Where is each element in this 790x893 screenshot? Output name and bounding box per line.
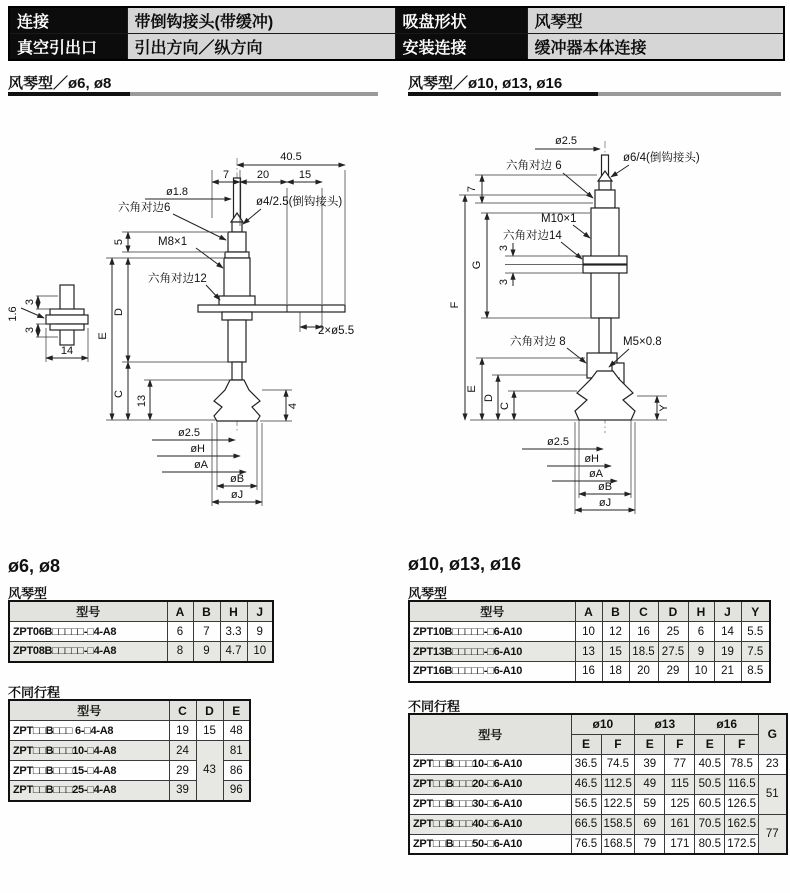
model-number: ZPT06B□□□□□-□4-A8 bbox=[9, 622, 167, 642]
dim-label: 7 bbox=[222, 169, 230, 181]
dim-value: 21 bbox=[714, 662, 741, 682]
dim-label: 1.6 bbox=[7, 306, 19, 322]
dim-label: øA bbox=[588, 468, 603, 480]
hex-flats-label: 六角对边12 bbox=[148, 273, 207, 285]
dim-value: 18 bbox=[602, 662, 629, 682]
model-number: ZPT□□B□□□25-□4-A8 bbox=[9, 781, 169, 801]
heading-underline-gray bbox=[130, 92, 378, 96]
dimension-drawing-small-pads bbox=[0, 118, 395, 560]
dim-label: E bbox=[97, 332, 109, 340]
spec-key: 连接 bbox=[9, 7, 127, 34]
table-row bbox=[9, 741, 250, 761]
hex-flats-label: 六角对边6 bbox=[118, 202, 171, 214]
dim-value: 46.5 bbox=[571, 774, 601, 794]
dim-value: 19 bbox=[714, 642, 741, 662]
dim-value: 4.7 bbox=[220, 642, 247, 662]
dim-value: 14 bbox=[714, 622, 741, 642]
right-strokes-table bbox=[408, 713, 788, 855]
table-row bbox=[409, 814, 787, 834]
dim-value: 15 bbox=[196, 721, 223, 741]
col-header: C bbox=[169, 700, 196, 721]
model-number: ZPT□□B□□□15-□4-A8 bbox=[9, 761, 169, 781]
dim-value: 49 bbox=[635, 774, 665, 794]
dim-value: 79 bbox=[635, 834, 665, 854]
dim-value: 172.5 bbox=[725, 834, 759, 854]
dim-value: 122.5 bbox=[601, 794, 635, 814]
dim-value: 80.5 bbox=[695, 834, 725, 854]
col-header: 型号 bbox=[409, 601, 575, 622]
section-heading-left: 风琴型／ø6, ø8 bbox=[8, 75, 112, 92]
spec-row bbox=[9, 7, 784, 34]
table-row bbox=[409, 754, 787, 774]
sub-header: F bbox=[665, 734, 695, 754]
col-group-header: ø16 bbox=[695, 714, 759, 734]
thread-label: M8×1 bbox=[158, 236, 188, 248]
hex-flats-label: 六角对边14 bbox=[503, 230, 562, 242]
table-title: 不同行程 bbox=[8, 685, 61, 700]
table-row bbox=[9, 721, 250, 741]
col-header: E bbox=[223, 700, 250, 721]
dim-value: 18.5 bbox=[629, 642, 658, 662]
dim-value: 8.5 bbox=[741, 662, 770, 682]
model-number: ZPT□□B□□□50-□6-A10 bbox=[409, 834, 571, 854]
dim-value: 9 bbox=[247, 622, 273, 642]
dim-label: øB bbox=[597, 481, 613, 493]
dim-value: 12 bbox=[602, 622, 629, 642]
dim-label: 20 bbox=[256, 169, 270, 181]
col-header: H bbox=[688, 601, 714, 622]
table-row bbox=[409, 794, 787, 814]
table-title: 不同行程 bbox=[408, 699, 461, 714]
dim-value: 27.5 bbox=[658, 642, 688, 662]
model-number: ZPT16B□□□□□-□6-A10 bbox=[409, 662, 575, 682]
col-header: 型号 bbox=[9, 601, 167, 622]
dim-label: ø2.5 bbox=[546, 436, 569, 448]
dim-value-merged: 77 bbox=[759, 814, 787, 854]
dim-value: 126.5 bbox=[725, 794, 759, 814]
dim-label: øH bbox=[190, 443, 205, 455]
dim-value: 9 bbox=[193, 642, 220, 662]
model-number: ZPT□□B□□□30-□6-A10 bbox=[409, 794, 571, 814]
dim-value: 40.5 bbox=[695, 754, 725, 774]
dim-label: 3 bbox=[24, 326, 36, 334]
dim-value: 16 bbox=[629, 622, 658, 642]
dim-label: 4 bbox=[287, 402, 299, 410]
dim-value: 8 bbox=[167, 642, 193, 662]
bellows-pad-shape bbox=[575, 371, 635, 420]
dim-value: 69 bbox=[635, 814, 665, 834]
dimension-drawing-large-pads bbox=[395, 113, 790, 565]
col-header: G bbox=[759, 714, 787, 754]
side-view bbox=[7, 285, 88, 362]
spec-key: 真空引出口 bbox=[9, 34, 127, 61]
dim-value: 70.5 bbox=[695, 814, 725, 834]
dim-value: 3.3 bbox=[220, 622, 247, 642]
dim-label: øJ bbox=[598, 497, 612, 509]
table-row bbox=[409, 774, 787, 794]
thread-label: M5×0.8 bbox=[623, 336, 662, 348]
dim-value: 56.5 bbox=[571, 794, 601, 814]
dim-label: ø2.5 bbox=[177, 427, 200, 439]
thread-label: M10×1 bbox=[541, 213, 577, 225]
col-header: J bbox=[247, 601, 273, 622]
dim-value: 29 bbox=[658, 662, 688, 682]
dim-value: 16 bbox=[575, 662, 602, 682]
dim-value: 59 bbox=[635, 794, 665, 814]
dim-value: 20 bbox=[629, 662, 658, 682]
dim-value: 162.5 bbox=[725, 814, 759, 834]
vertical-dimensions bbox=[449, 175, 670, 420]
heading-underline-black bbox=[8, 92, 130, 96]
dim-value: 7.5 bbox=[741, 642, 770, 662]
sub-header: F bbox=[601, 734, 635, 754]
dim-label: 3 bbox=[24, 298, 36, 306]
dim-label: 7 bbox=[466, 185, 478, 193]
spec-value: 引出方向／纵方向 bbox=[127, 34, 395, 61]
heading-underline-gray bbox=[598, 92, 781, 96]
sub-header: E bbox=[571, 734, 601, 754]
bellows-pad-shape bbox=[214, 380, 260, 421]
table-row bbox=[9, 642, 273, 662]
dim-value: 81 bbox=[223, 741, 250, 761]
dim-value: 10 bbox=[688, 662, 714, 682]
dim-value: 125 bbox=[665, 794, 695, 814]
table-row bbox=[9, 622, 273, 642]
dim-label: 14 bbox=[60, 345, 74, 357]
dim-value: 171 bbox=[665, 834, 695, 854]
table-row bbox=[409, 662, 770, 682]
dim-value: 6 bbox=[688, 622, 714, 642]
dim-value: 116.5 bbox=[725, 774, 759, 794]
spec-row bbox=[9, 34, 784, 61]
barb-fitting-label: ø6/4(倒钩接头) bbox=[623, 152, 700, 164]
dim-label: C bbox=[113, 390, 125, 398]
dim-value: 78.5 bbox=[725, 754, 759, 774]
right-dimensions-table bbox=[408, 600, 771, 683]
dim-label: ø2.5 bbox=[554, 135, 577, 147]
dim-value: 36.5 bbox=[571, 754, 601, 774]
dim-value: 161 bbox=[665, 814, 695, 834]
col-header: H bbox=[220, 601, 247, 622]
sub-header: E bbox=[695, 734, 725, 754]
sub-header: F bbox=[725, 734, 759, 754]
dim-value: 39 bbox=[169, 781, 196, 801]
col-header: 型号 bbox=[409, 714, 571, 754]
dim-value: 168.5 bbox=[601, 834, 635, 854]
bottom-diameter-dimensions bbox=[152, 421, 262, 506]
dim-value: 19 bbox=[169, 721, 196, 741]
col-group-header: ø13 bbox=[635, 714, 695, 734]
table-title: 风琴型 bbox=[408, 586, 448, 601]
dim-label: 3 bbox=[498, 244, 510, 252]
col-header: D bbox=[658, 601, 688, 622]
dim-value: 86 bbox=[223, 761, 250, 781]
dim-value: 96 bbox=[223, 781, 250, 801]
model-number: ZPT□□B□□□ 6-□4-A8 bbox=[9, 721, 169, 741]
bottom-diameter-dimensions bbox=[522, 420, 635, 514]
dim-value: 5.5 bbox=[741, 622, 770, 642]
model-number: ZPT□□B□□□10-□6-A10 bbox=[409, 754, 571, 774]
model-number: ZPT□□B□□□20-□6-A10 bbox=[409, 774, 571, 794]
dim-value: 10 bbox=[247, 642, 273, 662]
col-header: C bbox=[629, 601, 658, 622]
dim-value: 74.5 bbox=[601, 754, 635, 774]
dim-label: Y bbox=[658, 404, 670, 412]
model-number: ZPT□□B□□□10-□4-A8 bbox=[9, 741, 169, 761]
dim-value: 7 bbox=[193, 622, 220, 642]
dim-value: 76.5 bbox=[571, 834, 601, 854]
dim-value: 13 bbox=[575, 642, 602, 662]
table-row bbox=[409, 622, 770, 642]
dim-value: 112.5 bbox=[601, 774, 635, 794]
dim-value: 115 bbox=[665, 774, 695, 794]
dim-label: D bbox=[113, 308, 125, 316]
size-title-left: ø6, ø8 bbox=[8, 556, 61, 576]
col-group-header: ø10 bbox=[571, 714, 635, 734]
col-header: 型号 bbox=[9, 700, 169, 721]
spec-key: 吸盘形状 bbox=[395, 7, 527, 34]
dim-label: øB bbox=[229, 473, 245, 485]
model-number: ZPT13B□□□□□-□6-A10 bbox=[409, 642, 575, 662]
spec-value: 带倒钩接头(带缓冲) bbox=[127, 7, 395, 34]
dim-value-merged: 43 bbox=[196, 741, 223, 801]
dim-value: 25 bbox=[658, 622, 688, 642]
hex-flats-label: 六角对边 6 bbox=[506, 160, 562, 172]
dim-value: 66.5 bbox=[571, 814, 601, 834]
col-header: B bbox=[602, 601, 629, 622]
col-header: D bbox=[196, 700, 223, 721]
dim-label: 13 bbox=[136, 394, 148, 408]
col-header: B bbox=[193, 601, 220, 622]
dim-label: 40.5 bbox=[280, 151, 302, 163]
heading-underline-black bbox=[408, 92, 598, 96]
spec-key: 安装连接 bbox=[395, 34, 527, 61]
dim-value-merged: 51 bbox=[759, 774, 787, 814]
spec-table bbox=[8, 6, 785, 61]
sub-header: E bbox=[635, 734, 665, 754]
dim-label: G bbox=[471, 260, 483, 270]
vertical-dimensions bbox=[97, 232, 299, 421]
dim-value: 29 bbox=[169, 761, 196, 781]
dim-value: 77 bbox=[665, 754, 695, 774]
col-header: A bbox=[575, 601, 602, 622]
model-number: ZPT10B□□□□□-□6-A10 bbox=[409, 622, 575, 642]
dim-value: 6 bbox=[167, 622, 193, 642]
hex-flats-label: 六角对边 8 bbox=[510, 336, 566, 348]
table-row bbox=[409, 834, 787, 854]
dim-label: 5 bbox=[113, 238, 125, 246]
table-title: 风琴型 bbox=[8, 586, 48, 601]
section-heading-right: 风琴型／ø10, ø13, ø16 bbox=[408, 75, 563, 92]
barb-fitting-label: ø4/2.5(倒钩接头) bbox=[256, 196, 343, 208]
dim-label: D bbox=[483, 394, 495, 402]
dim-label: øH bbox=[584, 453, 599, 465]
dim-value: 24 bbox=[169, 741, 196, 761]
dim-label: E bbox=[466, 385, 478, 393]
model-number: ZPT08B□□□□□-□4-A8 bbox=[9, 642, 167, 662]
table-row bbox=[409, 642, 770, 662]
mount-holes-label: 2×ø5.5 bbox=[318, 325, 355, 337]
dim-label: C bbox=[499, 402, 511, 410]
dim-label: 3 bbox=[498, 278, 510, 286]
col-header: A bbox=[167, 601, 193, 622]
dim-value: 9 bbox=[688, 642, 714, 662]
spec-value: 风琴型 bbox=[527, 7, 784, 34]
dim-label: 15 bbox=[298, 169, 312, 181]
dim-label: ø1.8 bbox=[165, 186, 188, 198]
dim-value: 60.5 bbox=[695, 794, 725, 814]
left-dimensions-table bbox=[8, 600, 274, 663]
spec-value: 缓冲器本体连接 bbox=[527, 34, 784, 61]
dim-label: F bbox=[449, 301, 461, 309]
dim-value: 23 bbox=[759, 754, 787, 774]
dim-label: øJ bbox=[230, 489, 244, 501]
col-header: J bbox=[714, 601, 741, 622]
size-title-right: ø10, ø13, ø16 bbox=[408, 554, 522, 574]
left-strokes-table bbox=[8, 699, 251, 802]
model-number: ZPT□□B□□□40-□6-A10 bbox=[409, 814, 571, 834]
dim-label: øA bbox=[193, 459, 208, 471]
dim-value: 39 bbox=[635, 754, 665, 774]
dim-value: 10 bbox=[575, 622, 602, 642]
dim-value: 48 bbox=[223, 721, 250, 741]
dim-value: 158.5 bbox=[601, 814, 635, 834]
dim-value: 15 bbox=[602, 642, 629, 662]
col-header: Y bbox=[741, 601, 770, 622]
dim-value: 50.5 bbox=[695, 774, 725, 794]
